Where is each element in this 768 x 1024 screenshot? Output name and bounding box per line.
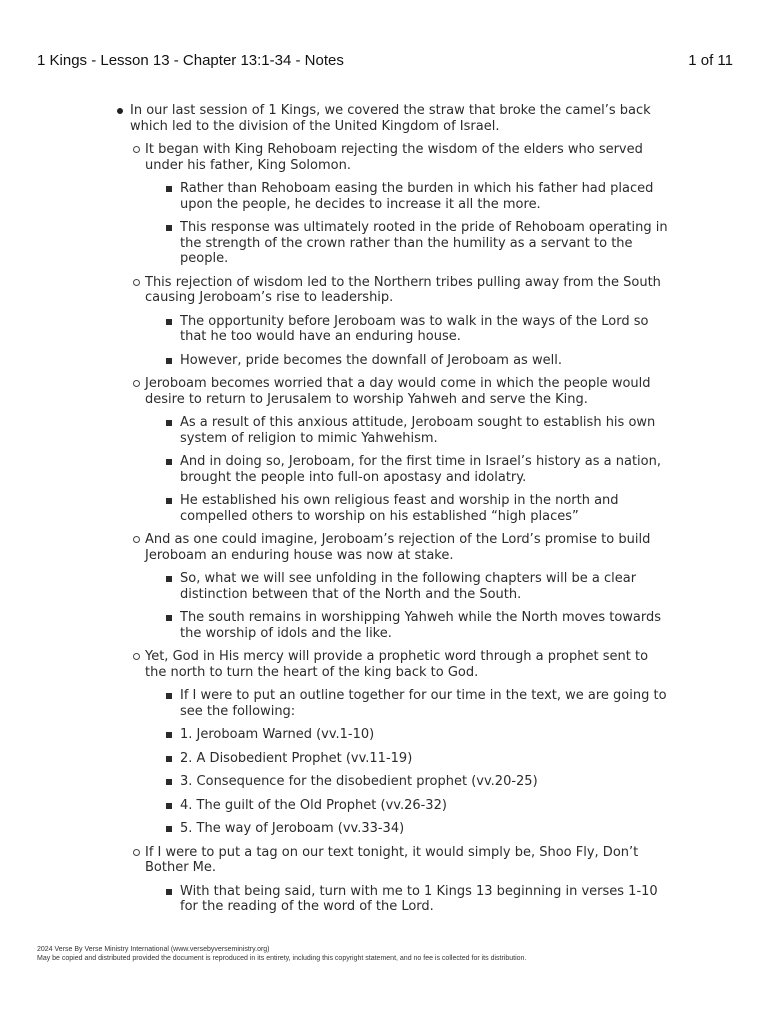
point-text: Yet, God in His mercy will provide a prophetic word through a prophet sent to the north to turn the heart of the king back to God.: [145, 649, 649, 680]
sub-point-text: 4. The guilt of the Old Prophet (vv.26-32): [180, 797, 447, 813]
sub-point-text: Rather than Rehoboam easing the burden in which his father had placed upon the people, he decides to increase it all the more.: [180, 181, 654, 212]
sub-point-item: [155, 798, 673, 814]
points-list: [130, 142, 673, 915]
sub-point-item: [155, 571, 673, 602]
point-text: If I were to put a tag on our text tonight, it would simply be, Shoo Fly, Don’t Bother Me.: [145, 844, 639, 875]
sub-point-text: The south remains in worshipping Yahweh while the North moves towards the worship of idols and the like.: [180, 610, 662, 641]
sub-point-item: [155, 181, 673, 212]
square-bullet-icon: [166, 693, 172, 699]
square-bullet-icon: [166, 498, 172, 504]
point-item: [130, 275, 673, 369]
circle-bullet-icon: [133, 849, 140, 856]
square-bullet-icon: [166, 186, 172, 192]
point-item: [130, 532, 673, 641]
square-bullet-icon: [166, 459, 172, 465]
square-bullet-icon: [166, 779, 172, 785]
point-text: And as one could imagine, Jeroboam’s rejection of the Lord’s promise to build Jeroboam an enduring house was now at stake.: [145, 532, 651, 563]
sub-point-text: And in doing so, Jeroboam, for the first time in Israel’s history as a nation, brought the people into full-on apostasy and idolatry.: [180, 454, 661, 485]
outline-list: [113, 103, 673, 915]
sub-point-text: However, pride becomes the downfall of Jeroboam as well.: [180, 352, 562, 368]
sub-point-item: [155, 821, 673, 837]
sub-point-text: The opportunity before Jeroboam was to walk in the ways of the Lord so that he too would have an enduring house.: [180, 313, 649, 344]
sub-point-item: [155, 610, 673, 641]
point-text: This rejection of wisdom led to the Northern tribes pulling away from the South causing Jeroboam’s rise to leadership.: [145, 274, 661, 305]
copyright-footer: [37, 945, 737, 963]
sub-point-list: [130, 181, 673, 267]
circle-bullet-icon: [133, 653, 140, 660]
square-bullet-icon: [166, 803, 172, 809]
circle-bullet-icon: [133, 536, 140, 543]
sub-point-item: [155, 688, 673, 719]
point-item: [130, 376, 673, 524]
point-item: [130, 142, 673, 267]
document-title: 1 Kings - Lesson 13 - Chapter 13:1-34 - Notes: [37, 52, 344, 69]
sub-point-text: 1. Jeroboam Warned (vv.1-10): [180, 727, 375, 742]
point-item: [130, 649, 673, 837]
sub-point-text: So, what we will see unfolding in the following chapters will be a clear distinction between that of the North and the South.: [180, 571, 637, 602]
sub-point-list: [130, 571, 673, 641]
intro-item: [113, 103, 673, 915]
sub-point-text: 3. Consequence for the disobedient prophet (vv.20-25): [180, 774, 538, 789]
sub-point-text: If I were to put an outline together for our time in the text, we are going to see the following:: [180, 688, 667, 719]
sub-point-text: 5. The way of Jeroboam (vv.33-34): [180, 821, 405, 836]
point-text: Jeroboam becomes worried that a day would come in which the people would desire to return to Jerusalem to worship Yahweh and serve the King.: [145, 376, 651, 407]
square-bullet-icon: [166, 319, 172, 325]
sub-point-item: [155, 415, 673, 446]
circle-bullet-icon: [133, 146, 140, 153]
sub-point-item: [155, 774, 673, 790]
intro-text: In our last session of 1 Kings, we covered the straw that broke the camel’s back which led to the division of the United Kingdom of Israel.: [130, 103, 651, 134]
circle-bullet-icon: [133, 279, 140, 286]
footer-line-1: 2024 Verse By Verse Ministry International (www.versebyverseministry.org): [37, 946, 270, 953]
sub-point-list: [130, 688, 673, 837]
circle-bullet-icon: [133, 380, 140, 387]
sub-point-item: [155, 220, 673, 267]
square-bullet-icon: [166, 889, 172, 895]
page-number: 1 of 11: [688, 52, 733, 69]
sub-point-text: He established his own religious feast and worship in the north and compelled others to worship on his established “high places”: [180, 493, 619, 524]
square-bullet-icon: [166, 756, 172, 762]
sub-point-text: This response was ultimately rooted in the pride of Rehoboam operating in the strength of the crown rather than the humility as a servant to the people.: [180, 220, 668, 266]
sub-point-item: [155, 353, 673, 369]
sub-point-item: [155, 493, 673, 524]
sub-point-item: [155, 884, 673, 915]
point-text: It began with King Rehoboam rejecting the wisdom of the elders who served under his father, King Solomon.: [145, 142, 643, 173]
sub-point-text: With that being said, turn with me to 1 Kings 13 beginning in verses 1-10 for the reading of the word of the Lord.: [180, 883, 658, 914]
sub-point-text: 2. A Disobedient Prophet (vv.11-19): [180, 750, 413, 766]
sub-point-list: [130, 314, 673, 369]
square-bullet-icon: [166, 615, 172, 621]
sub-point-list: [130, 415, 673, 524]
square-bullet-icon: [166, 576, 172, 582]
sub-point-item: [155, 751, 673, 767]
sub-point-item: [155, 454, 673, 485]
square-bullet-icon: [166, 358, 172, 364]
square-bullet-icon: [166, 826, 172, 832]
square-bullet-icon: [166, 732, 172, 738]
disc-bullet-icon: [117, 108, 123, 114]
sub-point-item: [155, 727, 673, 743]
page-header: [37, 52, 733, 69]
sub-point-text: As a result of this anxious attitude, Jeroboam sought to establish his own system of religion to mimic Yahwehism.: [180, 415, 656, 446]
square-bullet-icon: [166, 225, 172, 231]
footer-line-2: May be copied and distributed provided the document is reproduced in its entirety, including this copyright statement, and no fee is collected for its distribution.: [37, 955, 527, 962]
point-item: [130, 845, 673, 915]
sub-point-item: [155, 314, 673, 345]
square-bullet-icon: [166, 420, 172, 426]
notes-body: [113, 103, 673, 923]
sub-point-list: [130, 884, 673, 915]
